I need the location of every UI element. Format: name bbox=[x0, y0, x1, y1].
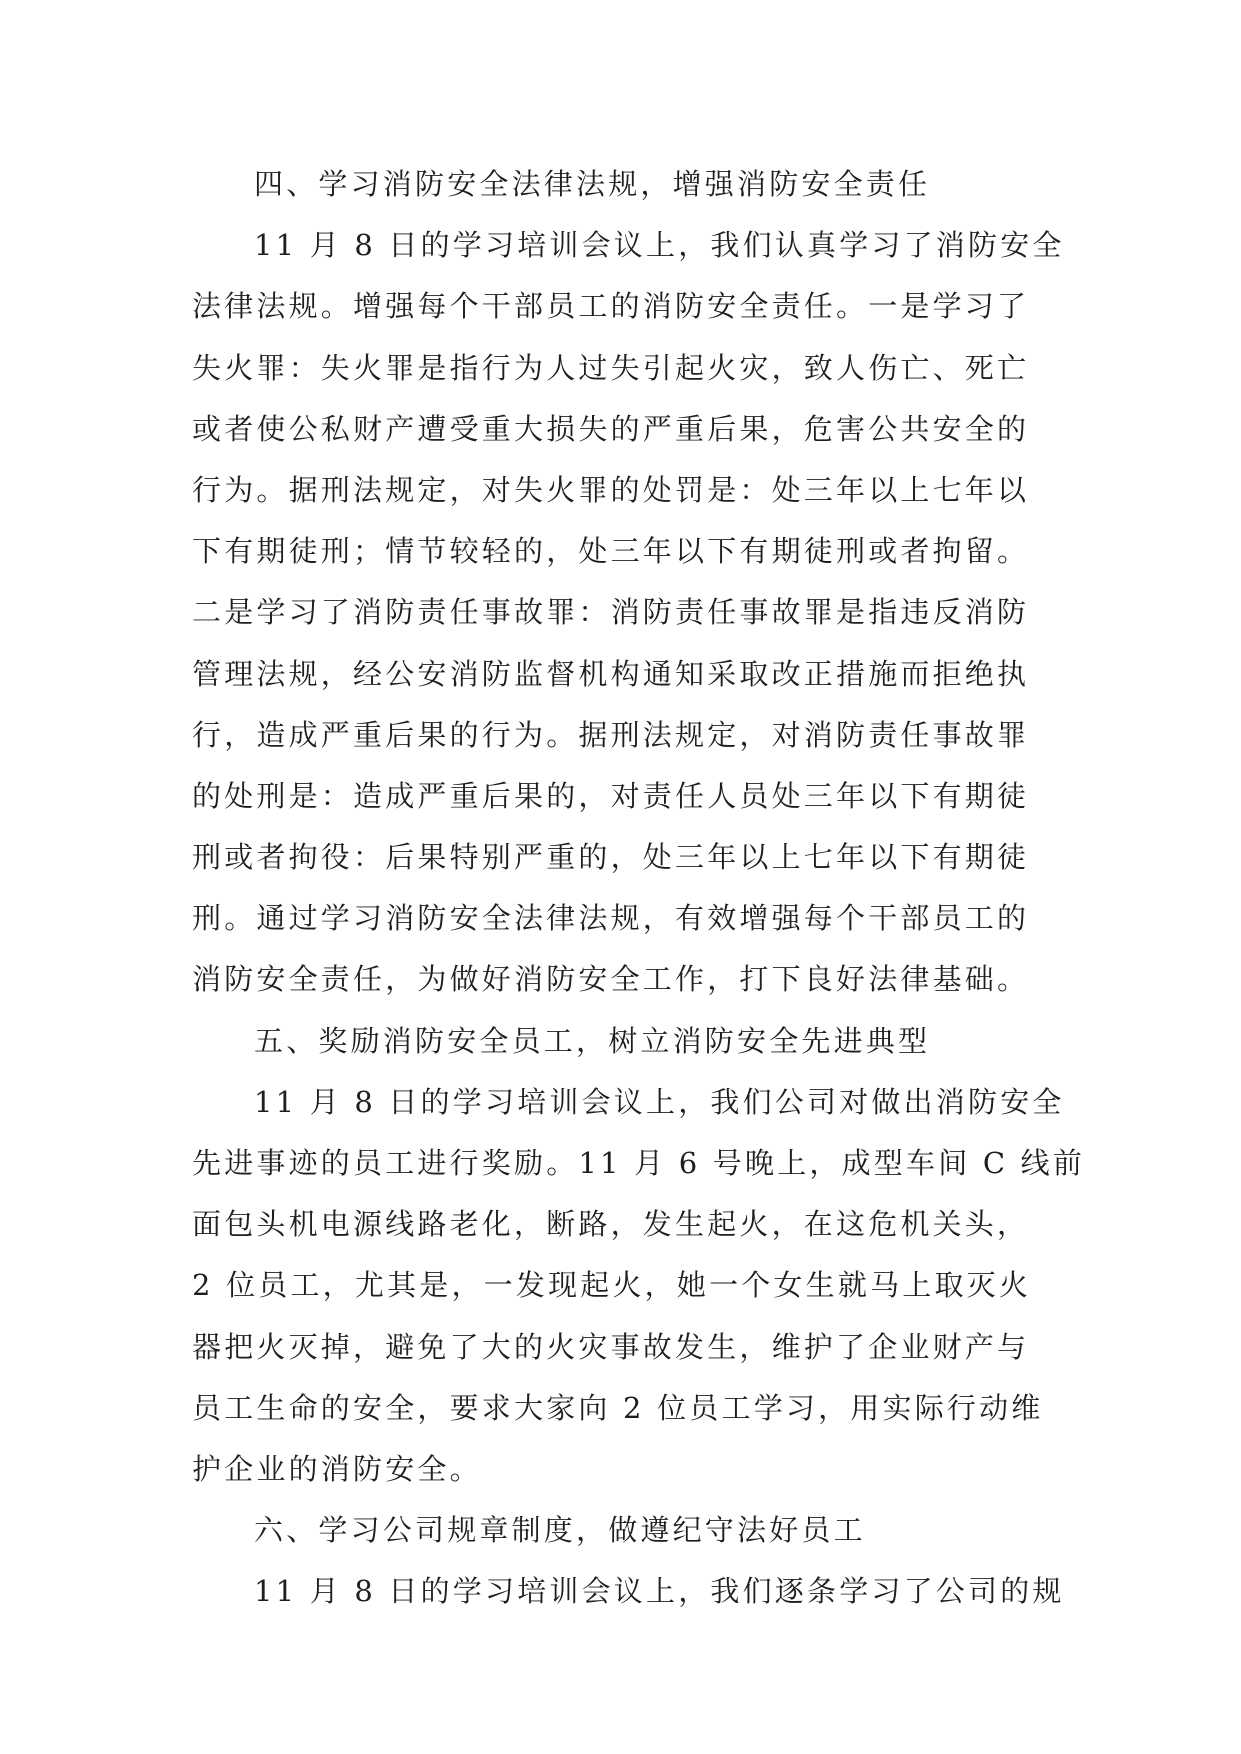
paragraph-line: 员工生命的安全，要求大家向 2 位员工学习，用实际行动维 bbox=[192, 1390, 1044, 1425]
paragraph-line: 面包头机电源线路老化，断路，发生起火，在这危机关头， bbox=[192, 1207, 1030, 1242]
paragraph-line: 器把火灭掉，避免了大的火灾事故发生，维护了企业财产与 bbox=[192, 1329, 1030, 1364]
paragraph-line: 或者使公私财产遭受重大损失的严重后果，危害公共安全的 bbox=[192, 411, 1030, 446]
paragraph-line: 管理法规，经公安消防监督机构通知采取改正措施而拒绝执 bbox=[192, 656, 1030, 691]
section-heading-5: 五、奖励消防安全员工，树立消防安全先进典型 bbox=[254, 1023, 931, 1058]
section-heading-4: 四、学习消防安全法律法规，增强消防安全责任 bbox=[254, 167, 931, 201]
section-heading-6: 六、学习公司规章制度，做遵纪守法好员工 bbox=[254, 1513, 866, 1548]
paragraph-line: 行，造成严重后果的行为。据刑法规定，对消防责任事故罪 bbox=[192, 717, 1030, 752]
paragraph-line: 二是学习了消防责任事故罪：消防责任事故罪是指违反消防 bbox=[192, 595, 1030, 630]
paragraph-line: 的处刑是：造成严重后果的，对责任人员处三年以下有期徒 bbox=[192, 778, 1030, 813]
paragraph-line: 先进事迹的员工进行奖励。11 月 6 号晚上，成型车间 C 线前 bbox=[192, 1146, 1086, 1180]
paragraph-line: 11 月 8 日的学习培训会议上，我们逐条学习了公司的规 bbox=[254, 1574, 1065, 1609]
paragraph-line: 11 月 8 日的学习培训会议上，我们公司对做出消防安全 bbox=[254, 1084, 1065, 1119]
paragraph-line: 行为。据刑法规定，对失火罪的处罚是：处三年以上七年以 bbox=[192, 472, 1030, 507]
paragraph-line: 法律法规。增强每个干部员工的消防安全责任。一是学习了 bbox=[192, 289, 1030, 324]
paragraph-line: 11 月 8 日的学习培训会议上，我们认真学习了消防安全 bbox=[254, 228, 1065, 263]
paragraph-line: 刑或者拘役：后果特别严重的，处三年以上七年以下有期徒 bbox=[192, 840, 1030, 875]
paragraph-line: 刑。通过学习消防安全法律法规，有效增强每个干部员工的 bbox=[192, 901, 1030, 936]
paragraph-line: 护企业的消防安全。 bbox=[192, 1451, 482, 1486]
document-body bbox=[192, 154, 1086, 1623]
paragraph-line: 2 位员工，尤其是，一发现起火，她一个女生就马上取灭火 bbox=[192, 1268, 1032, 1303]
paragraph-line: 消防安全责任，为做好消防安全工作，打下良好法律基础。 bbox=[192, 962, 1030, 997]
paragraph-line: 下有期徒刑；情节较轻的，处三年以下有期徒刑或者拘留。 bbox=[192, 534, 1030, 569]
paragraph-line: 失火罪：失火罪是指行为人过失引起火灾，致人伤亡、死亡 bbox=[192, 350, 1030, 385]
